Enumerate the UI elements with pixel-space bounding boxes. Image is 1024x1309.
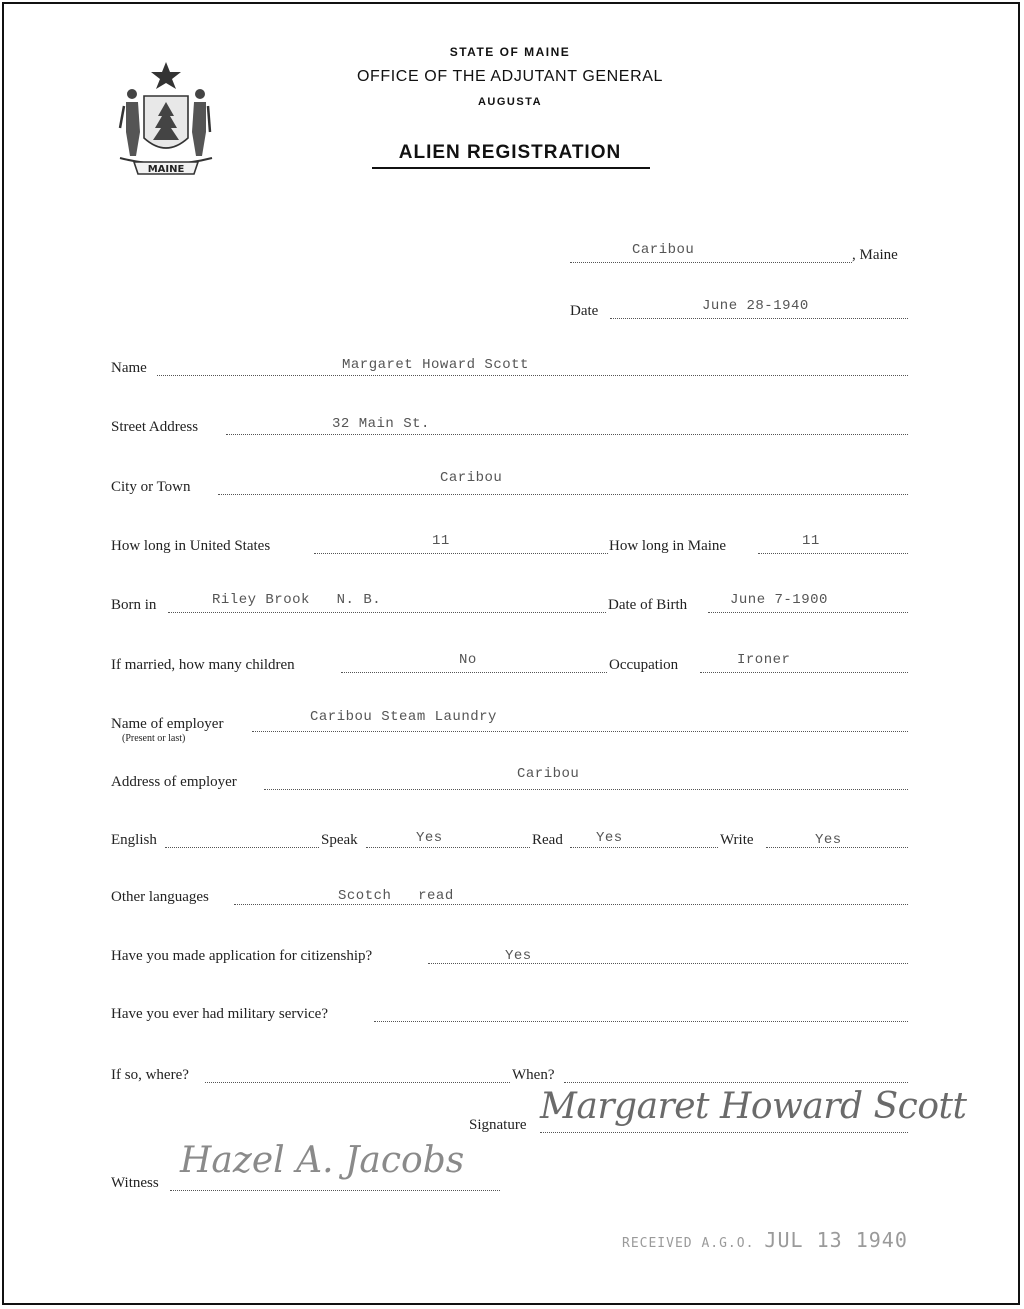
witness-handwriting: Hazel A. Jacobs [180,1140,465,1181]
citizenship-line [428,963,908,964]
speak-line [366,847,530,848]
date-value[interactable]: June 28-1940 [702,298,809,314]
write-value[interactable]: Yes [815,832,842,848]
english-label: English [111,832,157,848]
speak-label: Speak [321,832,358,848]
street-line [226,434,908,435]
header-office: OFFICE OF THE ADJUTANT GENERAL [356,68,664,85]
title-underline [372,167,650,169]
other-languages-value[interactable]: Scotch read [338,888,454,904]
occupation-label: Occupation [609,657,679,673]
maine-duration-label: How long in Maine [609,538,727,554]
military-label: Have you ever had military service? [111,1006,328,1022]
signature-label: Signature [469,1117,527,1133]
dob-label: Date of Birth [608,597,688,613]
us-duration-label: How long in United States [111,538,271,554]
dob-line [708,612,908,613]
where-label: If so, where? [111,1067,189,1083]
born-in-value[interactable]: Riley Brook N. B. [212,592,382,608]
place-suffix: , Maine [852,247,898,263]
children-label: If married, how many children [111,657,295,673]
witness-line [170,1190,500,1191]
signature-line [540,1132,908,1133]
read-value[interactable]: Yes [596,830,623,846]
citizenship-label: Have you made application for citizenship? [111,948,373,964]
employer-address-value[interactable]: Caribou [517,766,580,782]
us-duration-value[interactable]: 11 [432,533,450,549]
citizenship-value[interactable]: Yes [505,948,532,964]
maine-duration-line [758,553,908,554]
maine-state-seal-icon [110,58,222,178]
employer-label: Name of employer [111,716,224,732]
where-line [205,1082,510,1083]
city-town-line [218,494,908,495]
speak-value[interactable]: Yes [416,830,443,846]
employer-address-line [264,789,908,790]
city-town-value[interactable]: Caribou [440,470,503,486]
street-label: Street Address [111,419,199,435]
dob-value[interactable]: June 7-1900 [730,592,828,608]
write-label: Write [720,832,754,848]
children-line [341,672,607,673]
date-line [610,318,908,319]
occupation-value[interactable]: Ironer [737,652,791,668]
witness-label: Witness [111,1175,159,1191]
born-in-label: Born in [111,597,157,613]
stamp-received: RECEIVED A.G.O. [622,1236,755,1251]
street-value[interactable]: 32 Main St. [332,416,430,432]
signature-handwriting: Margaret Howard Scott [540,1086,967,1127]
english-line [165,847,319,848]
header-city: AUGUSTA [477,96,543,108]
when-line [564,1082,908,1083]
name-label: Name [111,360,147,376]
place-value[interactable]: Caribou [632,242,695,258]
us-duration-line [314,553,608,554]
military-line [374,1021,908,1022]
city-town-label: City or Town [111,479,191,495]
born-in-line [168,612,606,613]
date-label: Date [570,303,599,319]
other-languages-line [234,904,908,905]
form-title: ALIEN REGISTRATION [398,142,622,163]
employer-value[interactable]: Caribou Steam Laundry [310,709,497,725]
read-label: Read [532,832,563,848]
employer-sublabel: (Present or last) [122,733,186,744]
other-languages-label: Other languages [111,889,209,905]
place-line [570,262,852,263]
read-line [570,847,718,848]
seal-text: MAINE [147,164,185,175]
employer-address-label: Address of employer [111,774,237,790]
received-stamp [622,1228,908,1252]
occupation-line [700,672,908,673]
name-line [157,375,908,376]
stamp-date: JUL 13 1940 [764,1228,908,1252]
employer-line [252,731,908,732]
maine-duration-value[interactable]: 11 [802,533,820,549]
header-state: STATE OF MAINE [449,45,571,59]
name-value[interactable]: Margaret Howard Scott [342,357,529,373]
children-value[interactable]: No [459,652,477,668]
when-label: When? [512,1067,555,1083]
